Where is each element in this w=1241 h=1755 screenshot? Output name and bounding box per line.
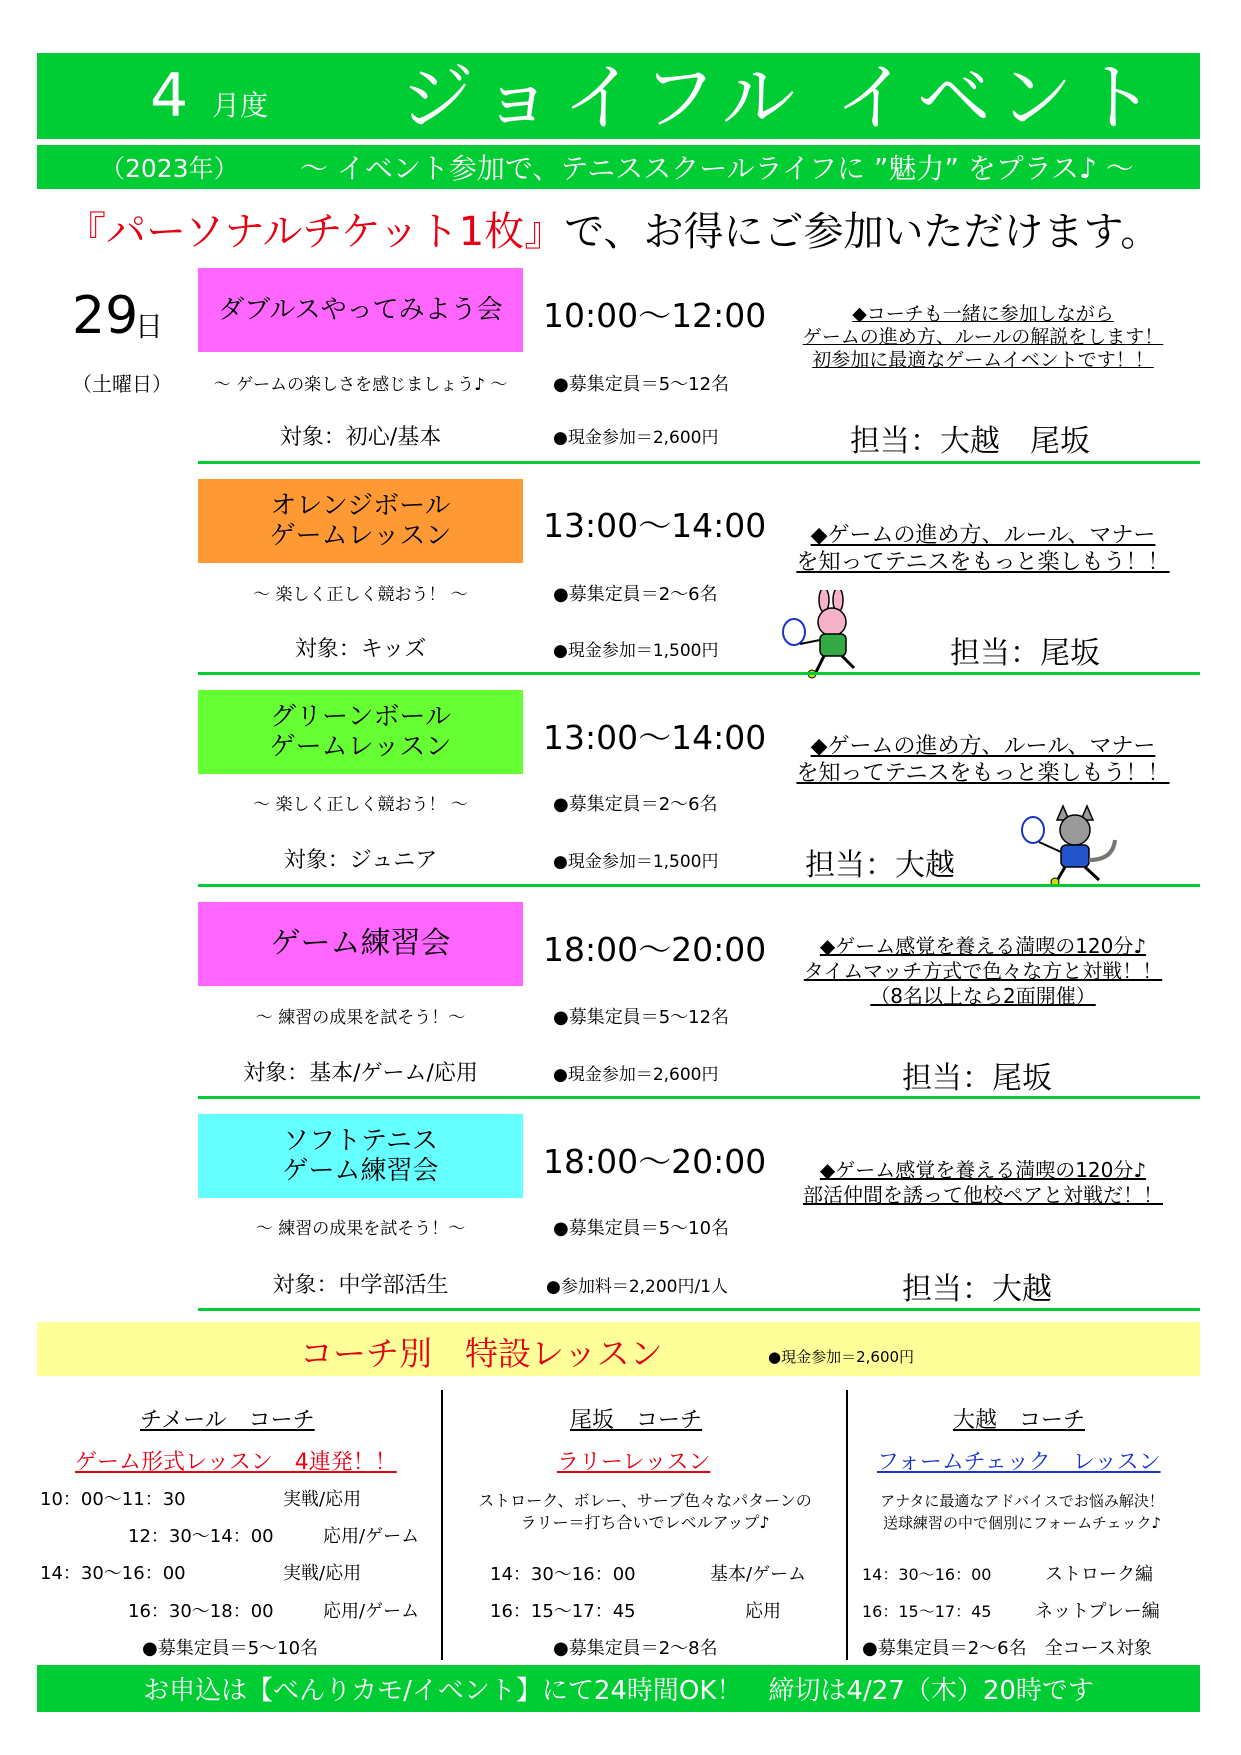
event-coach: 担当：大越 — [805, 848, 955, 883]
schedule-time: 14：30～16：00 — [862, 1565, 992, 1584]
slogan-text: ～ イベント参加で、テニススクールライフに ”魅力” をプラス♪ ～ — [300, 152, 1134, 185]
event-target: 対象：基本/ゲーム/応用 — [243, 1061, 478, 1086]
coach-lesson-description: アナタに最適なアドバイスでお悩み解決！ 送球練習の中で個別にフォームチェック♪ — [880, 1492, 1164, 1532]
event-title-box — [198, 902, 523, 986]
schedule-level: 応用/ゲーム — [323, 1601, 420, 1622]
event-price: ●現金参加＝1,500円 — [553, 852, 719, 872]
special-lesson-title: コーチ別 特設レッスン — [300, 1334, 663, 1373]
schedule-level: 実戦/応用 — [283, 1489, 362, 1510]
event-capacity: ●募集定員＝5～12名 — [553, 1007, 730, 1028]
event-weekday: （土曜日） — [72, 372, 172, 396]
event-divider — [198, 672, 1200, 675]
event-target: 対象：ジュニア — [283, 848, 438, 873]
event-divider — [198, 1308, 1200, 1311]
event-coach: 担当：大越 尾坂 — [850, 424, 1090, 459]
column-divider — [846, 1390, 848, 1660]
event-coach: 担当：大越 — [902, 1272, 1052, 1307]
event-description: ◆ゲーム感覚を養える満喫の120分♪ 部活仲間を誘って他校ペアと対戦だ！！ — [803, 1158, 1163, 1207]
coach-lesson-title: フォームチェック レッスン — [877, 1450, 1161, 1475]
schedule-level: 応用 — [745, 1601, 781, 1622]
coach-lesson-title: ラリーレッスン — [557, 1450, 711, 1475]
event-divider — [198, 461, 1200, 464]
coach-lesson-title: ゲーム形式レッスン 4連発！！ — [75, 1450, 397, 1475]
event-tagline: ～ 楽しく正しく競おう！ ～ — [253, 585, 468, 605]
event-date-suffix: 日 — [135, 310, 164, 343]
event-capacity: ●募集定員＝2～6名 — [553, 794, 718, 815]
coach-name: 尾坂 コーチ — [570, 1408, 703, 1433]
event-title: ソフトテニス ゲーム練習会 — [282, 1126, 439, 1186]
event-target: 対象：中学部活生 — [272, 1273, 449, 1298]
footer-text: お申込は【べんりカモ/イベント】にて24時間OK！ 締切は4/27（木）20時です — [143, 1676, 1094, 1706]
rabbit-tennis-icon — [780, 590, 880, 680]
coach-name: 大越 コーチ — [953, 1408, 1086, 1433]
coach-capacity: ●募集定員＝2～6名 全コース対象 — [862, 1638, 1152, 1659]
event-title-box — [198, 268, 523, 352]
schedule-time: 12：30～14：00 — [128, 1526, 274, 1547]
year-label: （2023年） — [100, 154, 239, 183]
event-target: 対象：キッズ — [294, 637, 427, 662]
event-description: ◆ゲームの進め方、ルール、マナー を知ってテニスをもっと楽しもう！！ — [796, 734, 1170, 786]
schedule-level: ネットプレー編 — [1035, 1601, 1160, 1622]
month-number: 4 — [150, 61, 189, 131]
ticket-notice — [66, 200, 1160, 257]
event-time: 10:00～12:00 — [543, 296, 767, 335]
event-capacity: ●募集定員＝5～10名 — [553, 1218, 730, 1239]
schedule-time: 14：30～16：00 — [40, 1563, 186, 1584]
event-date-day: 29 — [72, 286, 139, 346]
schedule-level: 実戦/応用 — [283, 1563, 362, 1584]
month-label: 月度 — [212, 89, 269, 122]
event-time: 18:00～20:00 — [543, 930, 767, 969]
coach-lesson-description: ストローク、ボレー、サーブ色々なパターンの ラリー＝打ち合いでレベルアップ♪ — [478, 1491, 812, 1532]
event-title: グリーンボール ゲームレッスン — [269, 702, 452, 762]
event-tagline: ～ 練習の成果を試そう！～ — [255, 1008, 466, 1028]
event-time: 13:00～14:00 — [543, 718, 767, 757]
schedule-time: 10：00～11：30 — [40, 1489, 186, 1510]
event-title: ゲーム練習会 — [270, 926, 451, 961]
event-price: ●現金参加＝1,500円 — [553, 641, 719, 661]
event-price: ●現金参加＝2,600円 — [553, 1065, 719, 1085]
event-price: ●現金参加＝2,600円 — [553, 428, 719, 448]
event-target: 対象：初心/基本 — [279, 425, 442, 450]
event-divider — [198, 884, 1200, 887]
event-tagline: ～ 練習の成果を試そう！～ — [255, 1219, 466, 1239]
event-description: ◆ゲーム感覚を養える満喫の120分♪ タイムマッチ方式で色々な方と対戦！！ （8名以上なら2面開催） — [803, 934, 1163, 1008]
ticket-highlight: 『パーソナルチケット1枚』 — [66, 209, 565, 255]
event-description: ◆コーチも一緒に参加しながら ゲームの進め方、ルールの解説をします！ 初参加に最適なゲームイベントです！！ — [802, 303, 1164, 371]
event-time: 18:00～20:00 — [543, 1142, 767, 1181]
schedule-time: 16：30～18：00 — [128, 1601, 274, 1622]
event-title-box — [198, 1114, 523, 1198]
event-capacity: ●募集定員＝5～12名 — [553, 374, 730, 395]
event-coach: 担当：尾坂 — [950, 636, 1100, 671]
event-capacity: ●募集定員＝2～6名 — [553, 584, 718, 605]
coach-capacity: ●募集定員＝5～10名 — [142, 1638, 319, 1659]
coach-capacity: ●募集定員＝2～8名 — [553, 1638, 718, 1659]
schedule-level: 応用/ゲーム — [323, 1526, 420, 1547]
schedule-time: 14：30～16：00 — [490, 1564, 636, 1585]
schedule-time: 16：15～17：45 — [862, 1602, 992, 1621]
event-description: ◆ゲームの進め方、ルール、マナー を知ってテニスをもっと楽しもう！！ — [796, 523, 1170, 575]
event-title: ダブルスやってみよう会 — [218, 295, 503, 325]
event-title-box — [198, 479, 523, 563]
event-coach: 担当：尾坂 — [902, 1061, 1052, 1096]
page-title: ジョイフル イベント — [400, 55, 1163, 141]
schedule-level: 基本/ゲーム — [710, 1564, 807, 1585]
coach-name: チメール コーチ — [140, 1408, 315, 1433]
special-lesson-price: ●現金参加＝2,600円 — [768, 1348, 915, 1366]
event-tagline: ～ 楽しく正しく競おう！ ～ — [253, 795, 468, 815]
event-tagline: ～ ゲームの楽しさを感じましょう♪ ～ — [213, 375, 508, 395]
event-title-box — [198, 690, 523, 774]
column-divider — [441, 1390, 443, 1660]
cat-tennis-icon — [1015, 800, 1125, 890]
event-time: 13:00～14:00 — [543, 506, 767, 545]
event-title: オレンジボール ゲームレッスン — [269, 491, 452, 551]
schedule-level: ストローク編 — [1045, 1564, 1153, 1585]
event-divider — [198, 1096, 1200, 1099]
schedule-time: 16：15～17：45 — [490, 1601, 636, 1622]
event-price: ●参加料＝2,200円/1人 — [546, 1277, 729, 1297]
ticket-rest: で、お得にご参加いただけます。 — [564, 209, 1161, 255]
